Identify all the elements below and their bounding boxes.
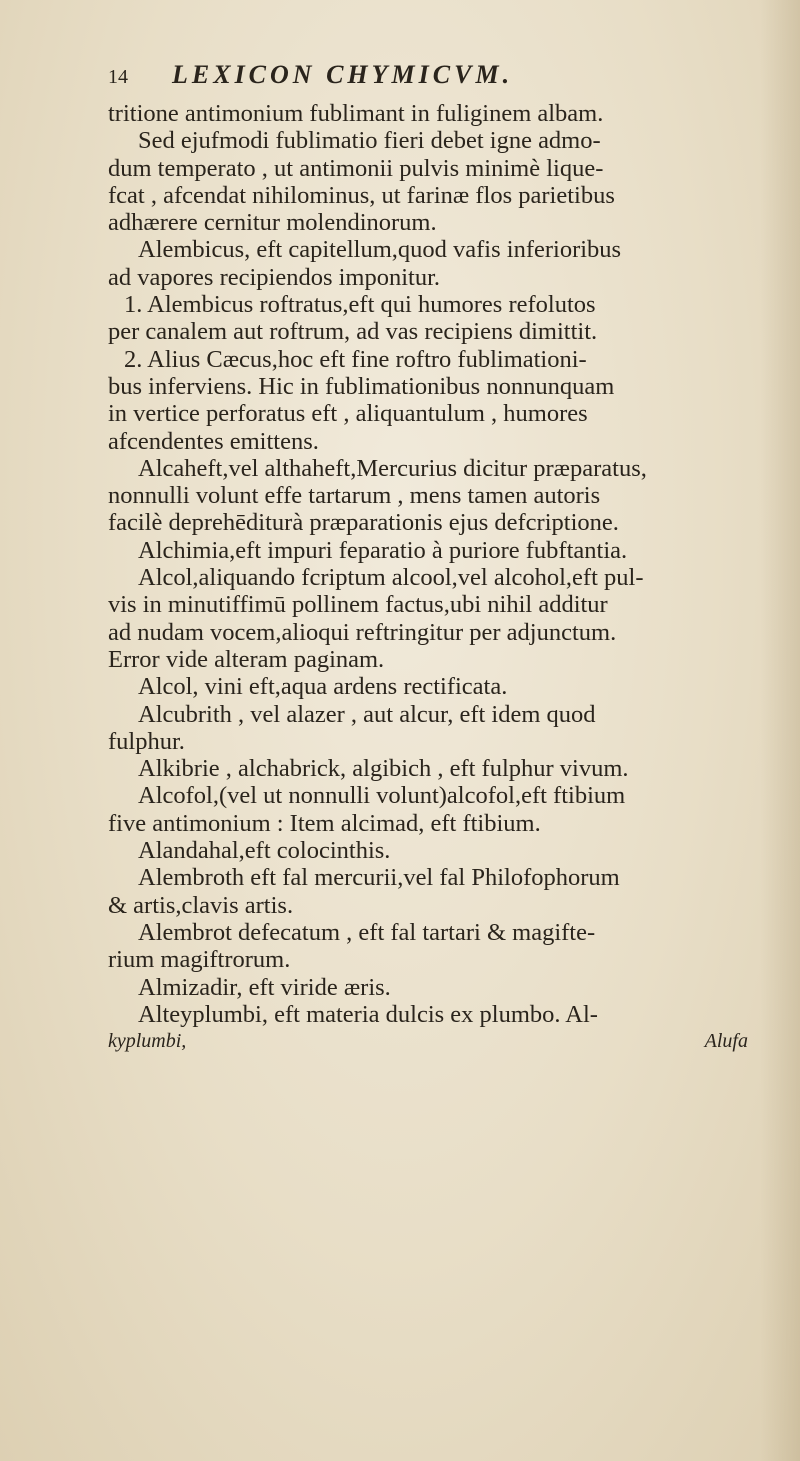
text-line: afcendentes emittens. <box>108 427 319 455</box>
book-page <box>108 60 768 1053</box>
running-header <box>108 60 768 100</box>
text-line: bus inferviens. Hic in fublimationibus nonnunquam <box>108 372 615 400</box>
entry-line: Alembicus, eft capitellum,quod vafis inferioribus <box>138 236 622 264</box>
text-line: ad nudam vocem,alioqui reftringitur per adjunctum. <box>108 618 617 646</box>
catchword-line <box>108 1030 748 1053</box>
running-title: LEXICON CHYMICVM. <box>172 60 514 89</box>
entry-line: Alcol, vini eft,aqua ardens rectificata. <box>138 673 508 701</box>
entry-line: 2. Alius Cæcus,hoc eft fine roftro fublimationi- <box>124 345 587 373</box>
entry-line: Alcubrith , vel alazer , aut alcur, eft idem quod <box>138 700 596 728</box>
text-line: fulphur. <box>108 727 185 755</box>
catchword-right: Alufa <box>704 1030 748 1053</box>
entry-line: Alchimia,eft impuri feparatio à puriore fubftantia. <box>138 536 628 564</box>
entry-line: Alandahal,eft colocinthis. <box>138 837 391 865</box>
text-line: facilè deprehēditurà præparationis ejus defcriptione. <box>108 509 619 537</box>
text-line: adhærere cernitur molendinorum. <box>108 209 437 237</box>
text-line: rium magiftrorum. <box>108 946 291 974</box>
entry-line: Alcol,aliquando fcriptum alcool,vel alcohol,eft pul- <box>138 564 644 592</box>
text-line: dum temperato , ut antimonii pulvis minimè lique- <box>108 154 604 182</box>
entry-line: Alteyplumbi, eft materia dulcis ex plumbo. Al- <box>138 1000 598 1028</box>
text-line: in vertice perforatus eft , aliquantulum , humores <box>108 400 588 428</box>
text-line: per canalem aut roftrum, ad vas recipiens dimittit. <box>108 318 598 346</box>
entry-line: Alcaheft,vel althaheft,Mercurius dicitur præparatus, <box>138 454 647 482</box>
catchword-left: kyplumbi, <box>108 1030 187 1053</box>
entry-line: Alcofol,(vel ut nonnulli volunt)alcofol,eft ftibium <box>138 782 626 810</box>
text-line: fcat , afcendat nihilominus, ut farinæ flos parietibus <box>108 181 615 209</box>
text-line: tritione antimonium fublimant in fuliginem albam. <box>108 100 604 127</box>
text-line: vis in minutiffimū pollinem factus,ubi nihil additur <box>108 591 608 619</box>
entry-line: Alembrot defecatum , eft fal tartari & magifte- <box>138 918 596 946</box>
text-line: nonnulli volunt effe tartarum , mens tamen autoris <box>108 482 601 510</box>
entry-line: 1. Alembicus roftratus,eft qui humores refolutos <box>124 291 596 319</box>
text-line: Sed ejufmodi fublimatio fieri debet igne admo- <box>138 127 601 155</box>
page-number: 14 <box>108 66 128 88</box>
body-text <box>108 100 768 1028</box>
entry-line: Almizadir, eft viride æris. <box>138 973 391 1001</box>
text-line: five antimonium : Item alcimad, eft ftibium. <box>108 809 541 837</box>
entry-line: Alembroth eft fal mercurii,vel fal Philofophorum <box>138 864 620 892</box>
text-line: ad vapores recipiendos imponitur. <box>108 263 441 291</box>
text-line: & artis,clavis artis. <box>108 891 294 919</box>
text-line: Error vide alteram paginam. <box>108 645 385 673</box>
entry-line: Alkibrie , alchabrick, algibich , eft fulphur vivum. <box>138 755 629 783</box>
